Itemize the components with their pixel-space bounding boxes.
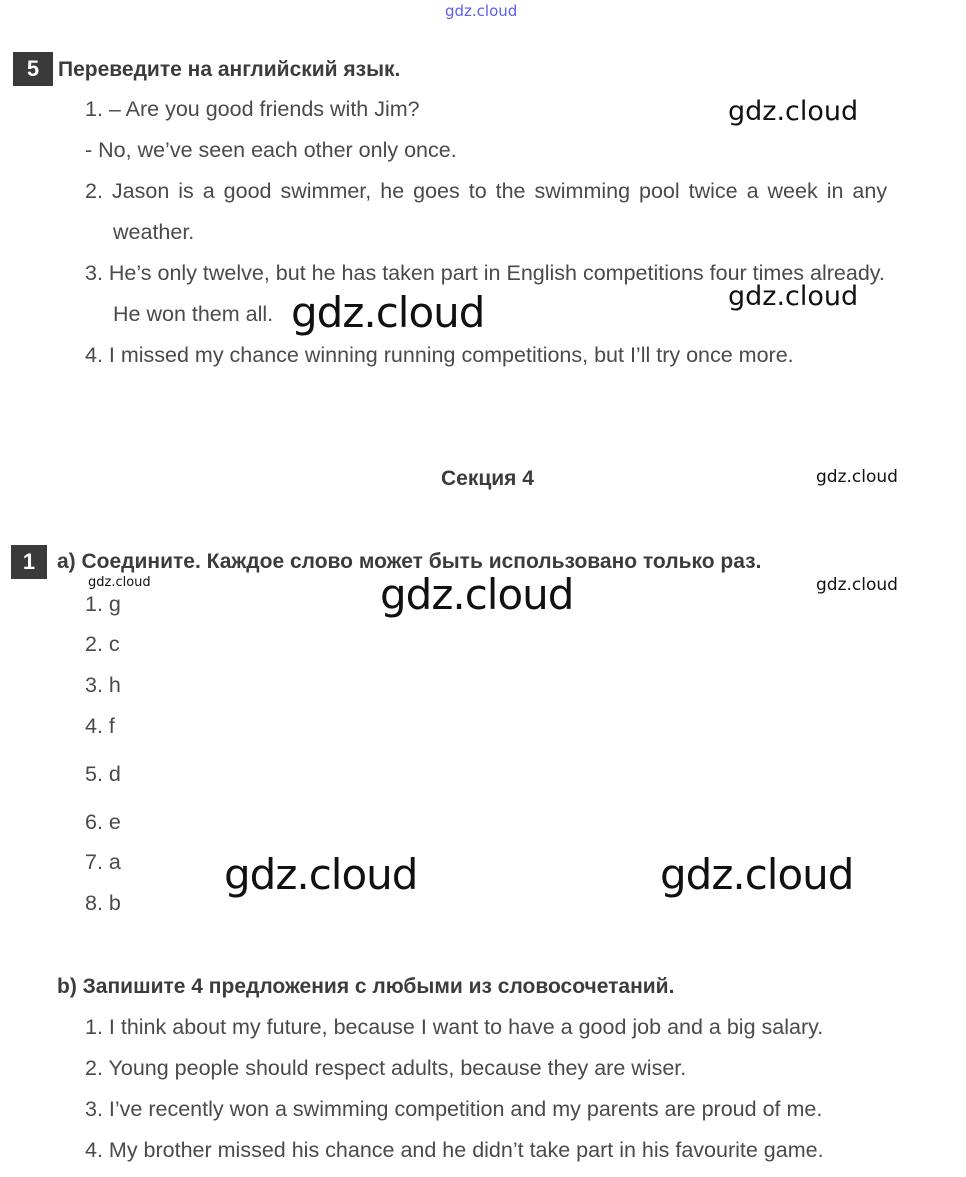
task-number-badge: 1 — [11, 545, 47, 579]
answer-item: 2. c — [85, 632, 120, 656]
answer-item: 7. a — [85, 850, 121, 874]
answer-item: 5. d — [85, 762, 121, 786]
translation-line: weather. — [113, 220, 195, 244]
answer-item: 1. g — [85, 592, 121, 616]
task-heading-b: b) Запишите 4 предложения с любыми из словосочетаний. — [57, 975, 675, 998]
translation-line: 1. – Are you good friends with Jim? — [85, 97, 420, 121]
watermark: gdz.cloud — [816, 467, 898, 487]
answer-item: 3. h — [85, 673, 121, 697]
watermark: gdz.cloud — [291, 288, 485, 337]
sentence-item: 2. Young people should respect adults, because they are wiser. — [85, 1056, 687, 1080]
watermark: gdz.cloud — [88, 575, 151, 590]
watermark: gdz.cloud — [728, 96, 859, 127]
answer-item: 8. b — [85, 891, 121, 915]
translation-line: 2. Jason is a good swimmer, he goes to the swimming pool twice a week in any — [85, 179, 888, 203]
watermark: gdz.cloud — [728, 281, 859, 312]
sentence-item: 4. My brother missed his chance and he didn’t take part in his favourite game. — [85, 1138, 824, 1162]
translation-line: 4. I missed my chance winning running competitions, but I’ll try once more. — [85, 343, 794, 367]
translation-line: He won them all. — [113, 302, 274, 326]
answer-item: 4. f — [85, 714, 115, 738]
translation-line: - No, we’ve seen each other only once. — [85, 138, 457, 162]
answer-item: 6. e — [85, 810, 121, 834]
watermark: gdz.cloud — [660, 850, 854, 899]
sentence-item: 1. I think about my future, because I want to have a good job and a big salary. — [85, 1015, 824, 1039]
watermark: gdz.cloud — [224, 850, 418, 899]
watermark: gdz.cloud — [380, 570, 574, 619]
section-title: Секция 4 — [441, 467, 534, 490]
translation-line: 3. He’s only twelve, but he has taken part in English competitions four times already. — [85, 261, 885, 285]
task-heading-a: a) Соедините. Каждое слово может быть использовано только раз. — [57, 550, 762, 573]
sentence-item: 3. I’ve recently won a swimming competition and my parents are proud of me. — [85, 1097, 823, 1121]
task-heading: Переведите на английский язык. — [58, 58, 401, 81]
task-number-badge: 5 — [13, 52, 53, 86]
watermark: gdz.cloud — [816, 575, 898, 595]
watermark-top: gdz.cloud — [445, 2, 518, 20]
